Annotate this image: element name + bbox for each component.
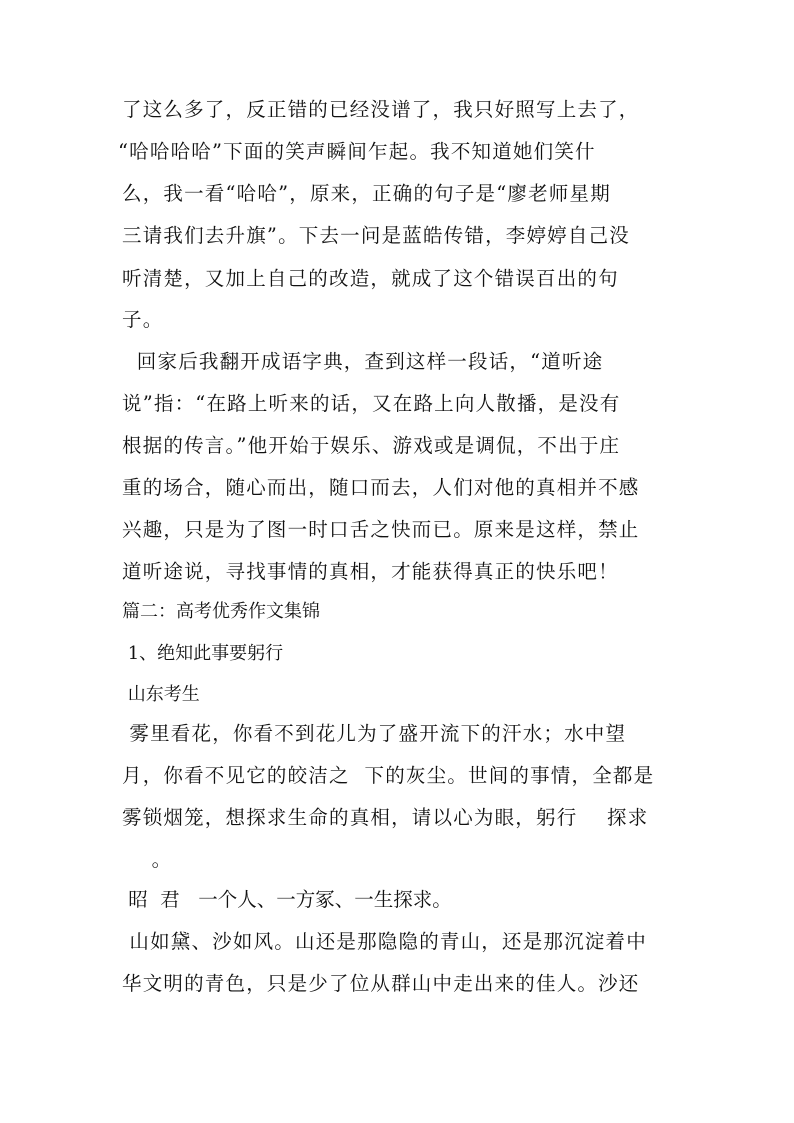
text-line: 子。 — [122, 308, 164, 331]
text-line: 根据的传言。”他开始于娱乐、游戏或是调侃，不出于庄 — [122, 434, 621, 457]
text-line: 三请我们去升旗”。下去一问是蓝皓传错，李婷婷自己没 — [122, 224, 630, 247]
text-line: 听清楚，又加上自己的改造，就成了这个错误百出的句 — [122, 267, 619, 290]
text-line: 月，你看不见它的皎洁之 下的灰尘。世间的事情，全都是 — [122, 764, 655, 787]
text-line: 道听途说，寻找事情的真相，才能获得真正的快乐吧！ — [122, 560, 619, 583]
text-line: 么，我一看“哈哈”，原来，正确的句子是“廖老师星期 — [122, 182, 611, 205]
text-line: 回家后我翻开成语字典，查到这样一段话，“道听途 — [122, 350, 604, 373]
text-line: 说”指：“在路上听来的话，又在路上向人散播，是没有 — [122, 392, 621, 415]
text-line: 雾锁烟笼，想探求生命的真相，请以心为眼，躬行 探求 — [122, 806, 649, 829]
text-line: 。 — [122, 848, 173, 871]
text-line: 了这么多了，反正错的已经没谱了，我只好照写上去了， — [122, 98, 640, 121]
essay-author: 山东考生 — [122, 684, 200, 705]
text-line: “哈哈哈哈”下面的笑声瞬间乍起。我不知道她们笑什 — [118, 140, 596, 163]
text-line: 重的场合，随心而出，随口而去，人们对他的真相并不感 — [122, 476, 640, 499]
text-line: 山如黛、沙如风。山还是那隐隐的青山，还是那沉淀着中 — [122, 930, 647, 953]
essay-title: 1、绝知此事要躬行 — [122, 643, 284, 664]
text-line: 雾里看花，你看不到花儿为了盛开流下的汗水；水中望 — [122, 722, 627, 745]
subheading: 昭 君 一个人、一方冢、一生探求。 — [122, 888, 452, 911]
text-line: 兴趣，只是为了图一时口舌之快而已。原来是这样，禁止 — [122, 518, 640, 541]
section-heading: 篇二：高考优秀作文集锦 — [122, 601, 320, 622]
text-line: 华文明的青色，只是少了位从群山中走出来的佳人。沙还 — [122, 972, 640, 995]
